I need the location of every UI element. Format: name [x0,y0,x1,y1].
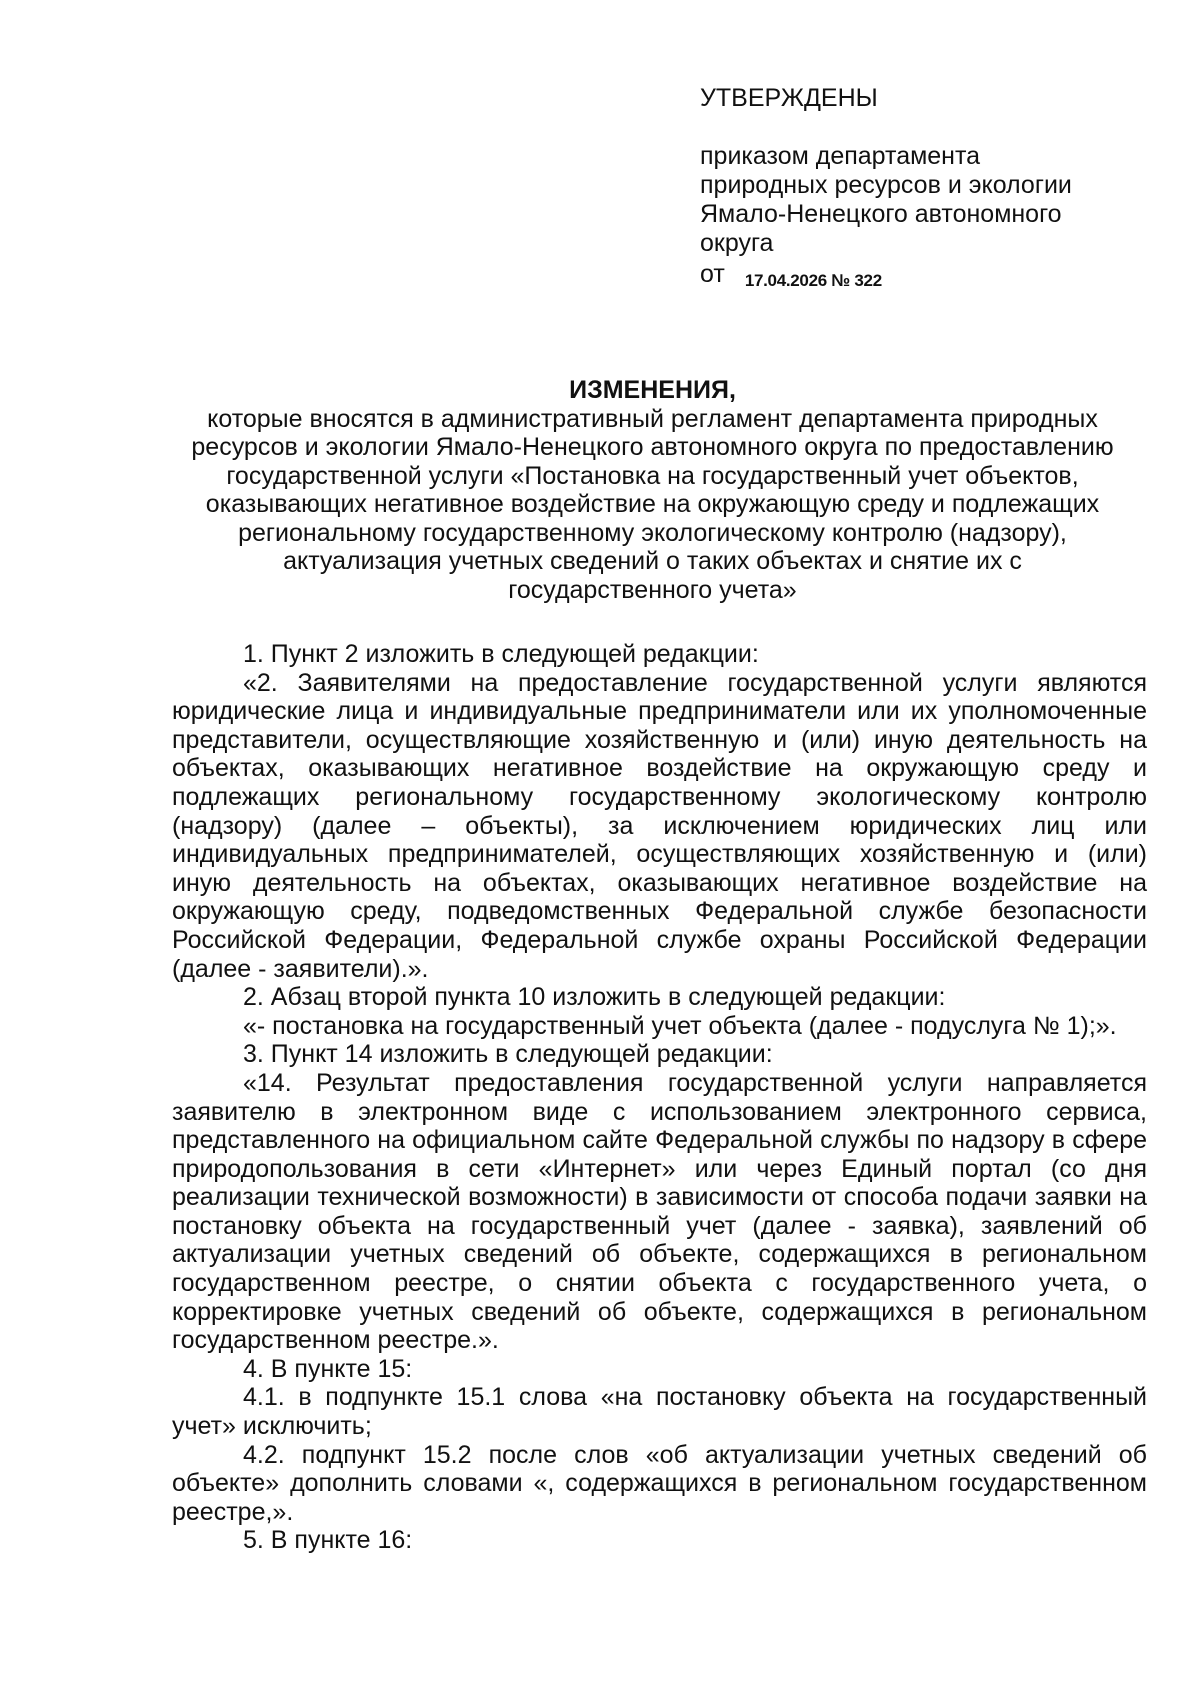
approval-block [700,84,1120,291]
document-subtitle-line: ресурсов и экологии Ямало-Ненецкого автономного округа по предоставлению [191,433,1114,461]
document-subtitle-line: региональному государственному экологическому контролю (надзору), [238,518,1067,547]
document-subtitle-line: оказывающих негативное воздействие на окружающую среду и подлежащих [205,490,1100,518]
paragraph-item-3: 3. Пункт 14 изложить в следующей редакции: [243,1040,773,1069]
paragraph-item-4-2: 4.2. подпункт 15.2 после слов «об актуализации учетных сведений об объекте» дополнить словами «, содержащихся в региональном государственном реестре,». [172,1440,1147,1526]
approval-order-line: округа [700,229,774,257]
paragraph-item-2-text: «- постановка на государственный учет объекта (далее - подуслуга № 1);». [243,1011,1117,1040]
document-subtitle-line: государственной услуги «Постановка на государственный учет объектов, [226,461,1079,490]
approval-order-line: приказом департамента [700,142,981,170]
paragraph-item-1-text: «2. Заявителями на предоставление государственной услуги являются юридические лица и индивидуальные предприниматели или их уполномоченные представители, осуществляющие хозяйственную и (или) иную деятельность на объектах, оказывающих негативное воздействие на окружающую среду и подлежащих региональному государственному экологическому контролю (надзору) (далее – объекты), за исключением юридических лиц или индивидуальных предпринимателей, осуществляющих хозяйственную и (или) иную деятельность на объектах, оказывающих негативное воздействие на окружающую среду, подведомственных Федеральной службе безопасности Российской Федерации, Федеральной службе охраны Российской Федерации (далее - заявители).». [172,668,1147,983]
document-title-block [160,376,1145,604]
paragraph-item-5: 5. В пункте 16: [243,1526,413,1555]
date-number-stamp: 17.04.2026 № 322 [744,271,882,290]
paragraph-item-4: 4. В пункте 15: [243,1354,413,1383]
date-prefix: от [700,260,725,288]
paragraph-item-4-1: 4.1. в подпункте 15.1 слова «на постановку объекта на государственный учет» исключить; [172,1383,1147,1441]
paragraph-item-2: 2. Абзац второй пункта 10 изложить в следующей редакции: [243,983,946,1012]
document-heading: ИЗМЕНЕНИЯ, [569,376,736,404]
approval-order-line: природных ресурсов и экологии [700,171,1072,199]
document-subtitle-line: которые вносятся в административный регламент департамента природных [207,404,1098,433]
document-subtitle-line: актуализация учетных сведений о таких объектах и снятие их с [283,547,1022,575]
approval-order-line: Ямало-Ненецкого автономного [700,200,1062,228]
paragraph-item-3-text: «14. Результат предоставления государственной услуги направляется заявителю в электронном виде с использованием электронного сервиса, представленного на официальном сайте Федеральной службы по надзору в сфере природопользования в сети «Интернет» или через Единый портал (со дня реализации технической возможности) в зависимости от способа подачи заявки на постановку объекта на государственный учет (далее - заявка), заявлений об актуализации учетных сведений об объекте, содержащихся в региональном государственном реестре, о снятии объекта с государственного учета, о корректировке учетных сведений об объекте, содержащихся в региональном государственном реестре.». [172,1068,1147,1355]
document-subtitle-line: государственного учета» [508,575,797,604]
approval-heading: УТВЕРЖДЕНЫ [700,84,878,112]
paragraph-item-1: 1. Пункт 2 изложить в следующей редакции: [243,640,759,668]
document-body [172,640,1147,1555]
approval-date-line [700,260,1120,291]
